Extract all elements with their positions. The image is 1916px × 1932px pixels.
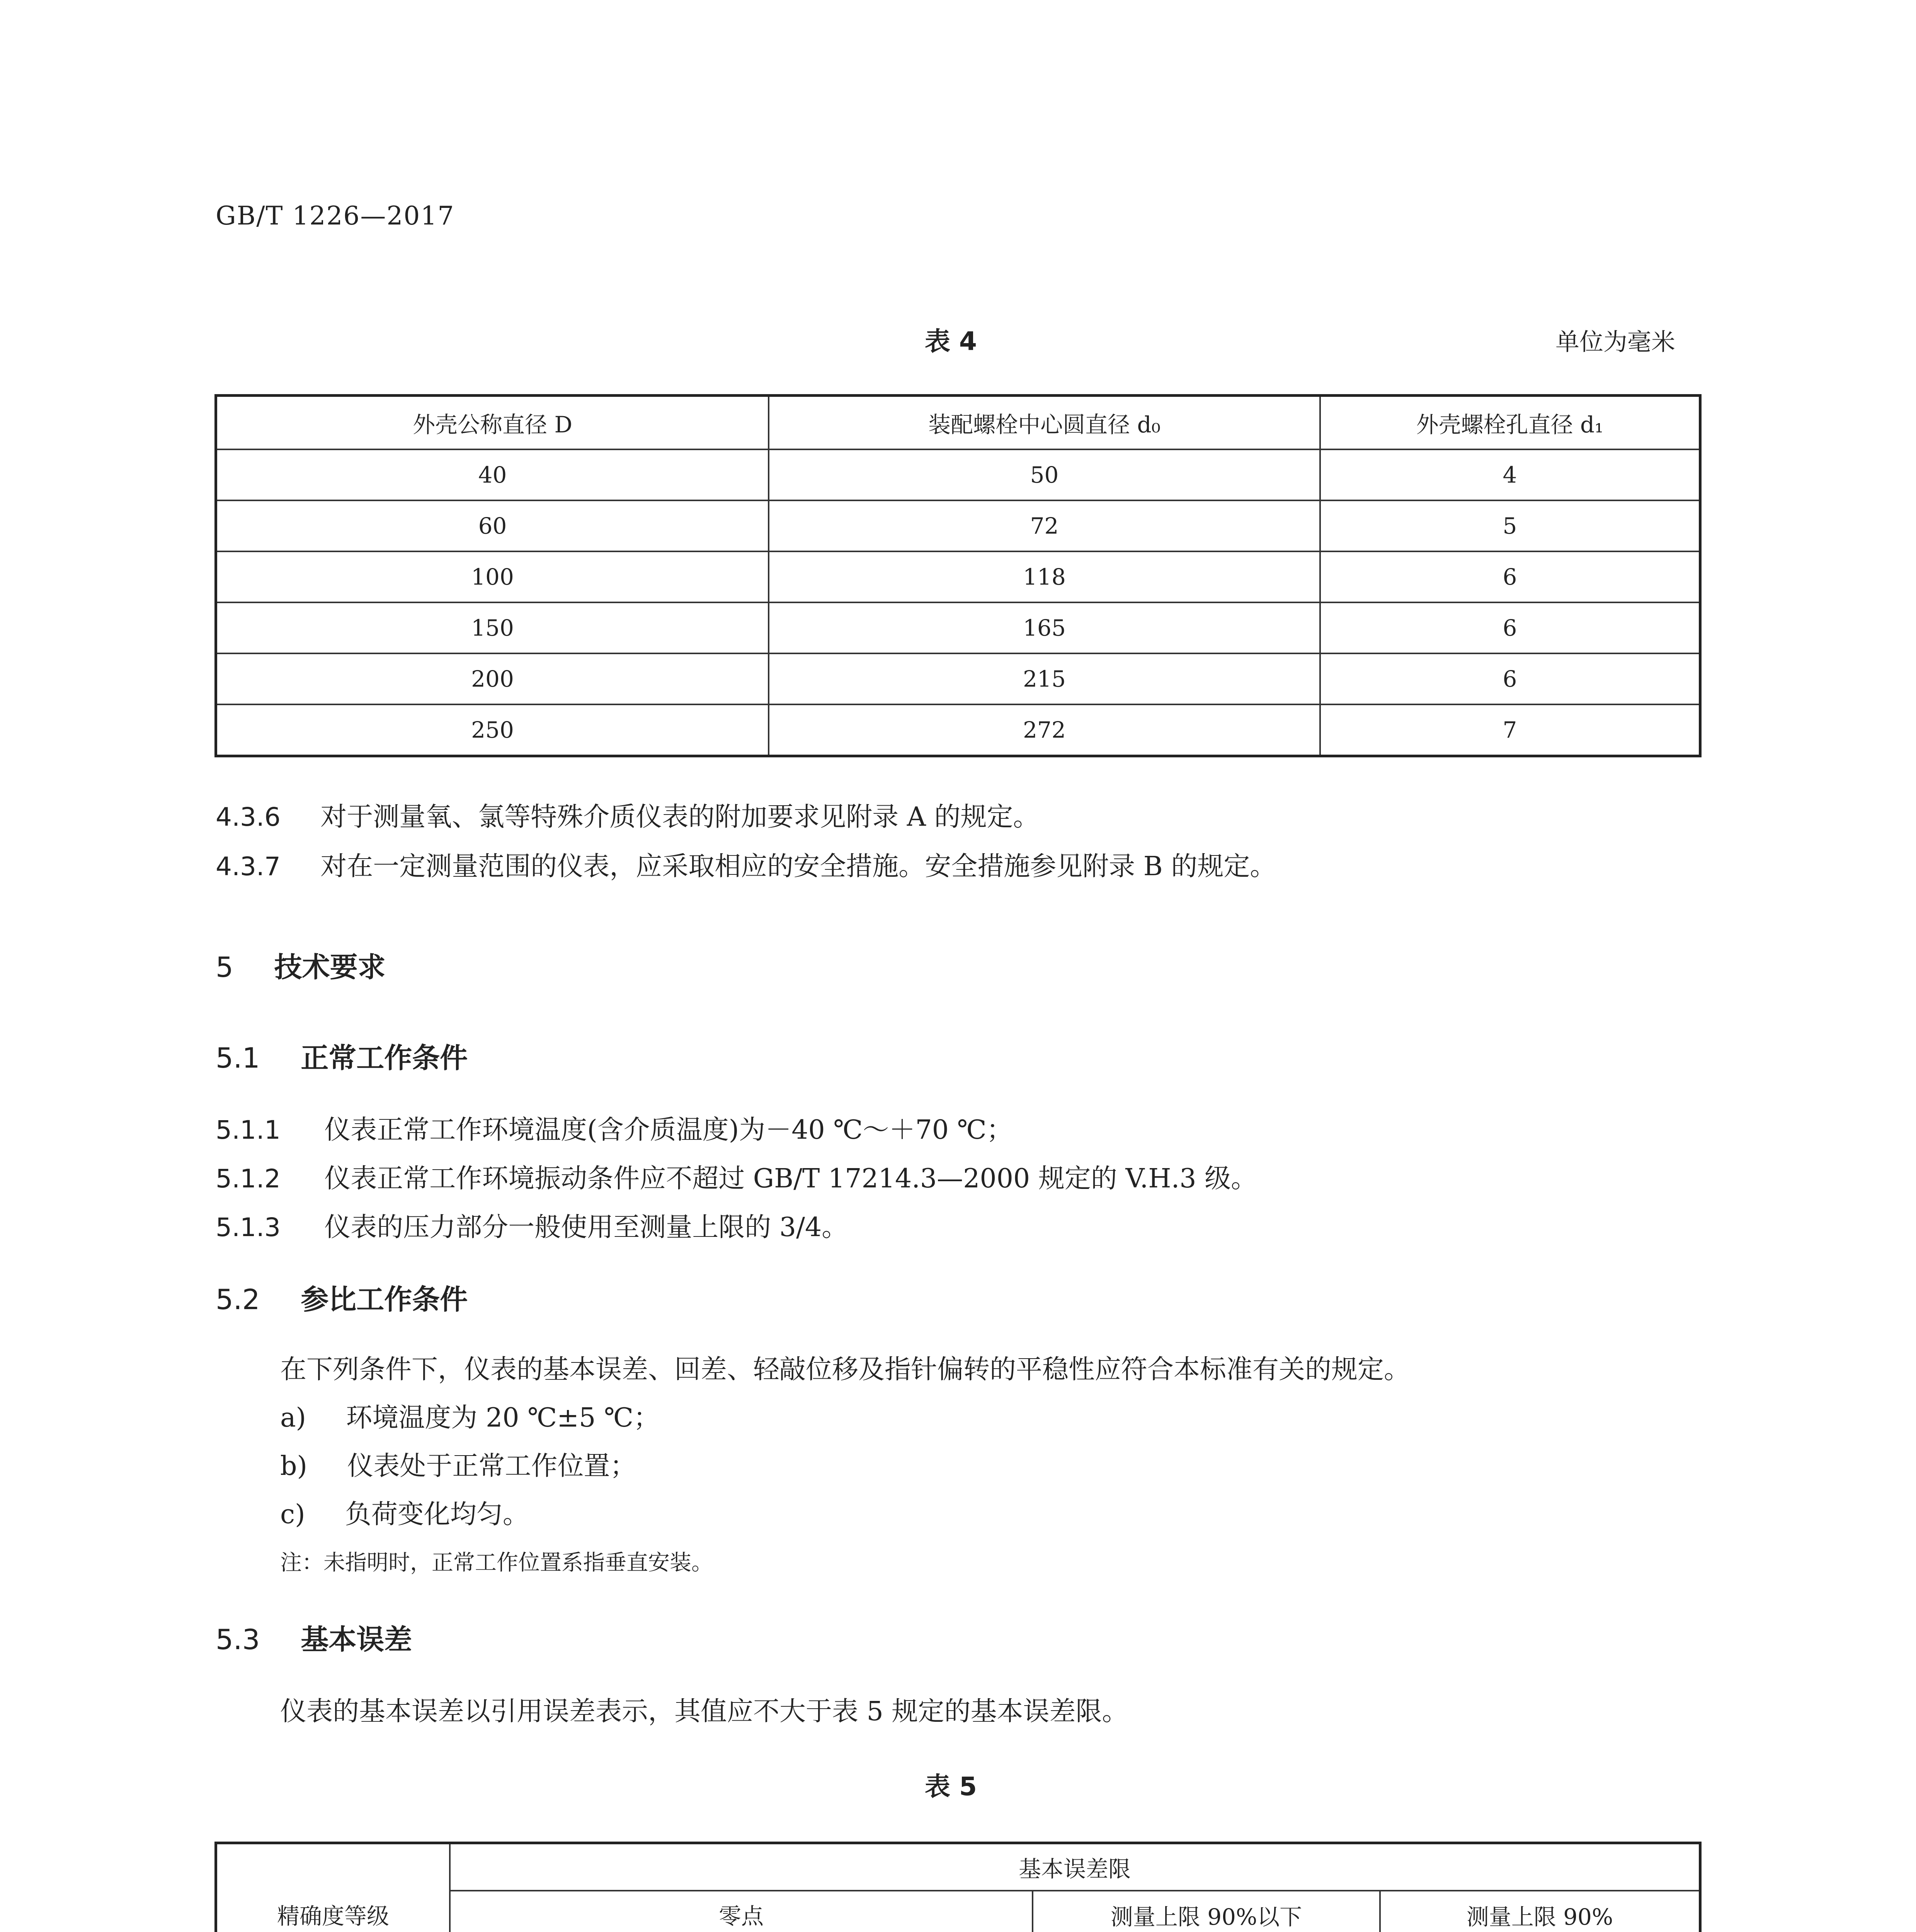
section-number: 5.1 xyxy=(216,1042,260,1074)
table5-header-below90 xyxy=(1033,1891,1380,1932)
section-title: 参比工作条件 xyxy=(301,1283,468,1316)
section-5-2-heading xyxy=(216,1277,468,1317)
table4 xyxy=(214,394,1702,757)
table-cell: 250 xyxy=(216,704,769,756)
header-line: 测量上限 90%以下 xyxy=(1110,1904,1302,1930)
list-text: 环境温度为 20 ℃±5 ℃； xyxy=(346,1403,660,1433)
section-5-2-intro: 在下列条件下，仪表的基本误差、回差、轻敲位移及指针偏转的平稳性应符合本标准有关的规定。 xyxy=(280,1354,1411,1385)
clause-5-1-1 xyxy=(216,1109,1013,1146)
table5-caption: 表 5 xyxy=(925,1772,977,1801)
table-cell: 215 xyxy=(769,653,1320,704)
clause-5-1-2 xyxy=(216,1158,1257,1195)
table4-unit: 单位为毫米 xyxy=(1555,328,1676,356)
table-cell: 7 xyxy=(1320,704,1700,756)
list-marker: a) xyxy=(280,1403,306,1433)
table-cell: 50 xyxy=(769,449,1320,500)
table-cell: 4 xyxy=(1320,449,1700,500)
section-number: 5.3 xyxy=(216,1623,260,1656)
clause-5-1-3 xyxy=(216,1206,848,1244)
clause-number: 5.1.2 xyxy=(216,1164,281,1194)
table-cell: 5 xyxy=(1320,500,1700,551)
table5-header-limit: 基本误差限 xyxy=(450,1843,1700,1891)
table-cell: 272 xyxy=(769,704,1320,756)
table5-header-zero: 零点 xyxy=(450,1891,1033,1932)
table5-header-above90 xyxy=(1380,1891,1700,1932)
table4-header-row xyxy=(216,396,1700,450)
list-marker: b) xyxy=(280,1451,308,1481)
table-cell: 118 xyxy=(769,551,1320,602)
table-cell: 6 xyxy=(1320,653,1700,704)
list-item xyxy=(280,1493,529,1531)
table4-header-cell: 外壳公称直径 D xyxy=(216,396,769,450)
clause-text: 对在一定测量范围的仪表，应采取相应的安全措施。安全措施参见附录 B 的规定。 xyxy=(320,851,1276,882)
table-row xyxy=(216,602,1700,653)
table4-caption: 表 4 xyxy=(925,327,977,356)
table-row xyxy=(216,551,1700,602)
list-text: 仪表处于正常工作位置； xyxy=(347,1451,636,1481)
table-cell: 72 xyxy=(769,500,1320,551)
table-row xyxy=(216,449,1700,500)
table-cell: 165 xyxy=(769,602,1320,653)
clause-number: 4.3.6 xyxy=(216,802,281,832)
table4-header-cell: 外壳螺栓孔直径 d₁ xyxy=(1320,396,1700,450)
table-cell: 60 xyxy=(216,500,769,551)
clause-text: 仪表正常工作环境温度(含介质温度)为－40 ℃～＋70 ℃； xyxy=(324,1115,1013,1145)
clause-number: 5.1.3 xyxy=(216,1213,281,1242)
clause-number: 5.1.1 xyxy=(216,1115,281,1145)
standard-code: GB/T 1226—2017 xyxy=(216,201,455,231)
section-title: 正常工作条件 xyxy=(301,1042,468,1074)
section-5-heading xyxy=(216,945,386,985)
table-cell: 6 xyxy=(1320,602,1700,653)
list-text: 负荷变化均匀。 xyxy=(345,1499,529,1530)
clause-number: 4.3.7 xyxy=(216,852,281,881)
table5-header-grade: 精确度等级 xyxy=(216,1843,450,1932)
table-row xyxy=(216,704,1700,756)
table-row xyxy=(216,653,1700,704)
table-cell: 150 xyxy=(216,602,769,653)
section-5-3-heading xyxy=(216,1617,412,1657)
section-5-2-note: 注：未指明时，正常工作位置系指垂直安装。 xyxy=(280,1550,713,1575)
table-cell: 100 xyxy=(216,551,769,602)
section-5-3-text: 仪表的基本误差以引用误差表示，其值应不大于表 5 规定的基本误差限。 xyxy=(280,1696,1128,1727)
list-item xyxy=(280,1445,636,1483)
list-marker: c) xyxy=(280,1499,305,1530)
section-number: 5.2 xyxy=(216,1283,260,1316)
clause-text: 对于测量氧、氯等特殊介质仪表的附加要求见附录 A 的规定。 xyxy=(320,802,1040,832)
clause-text: 仪表的压力部分一般使用至测量上限的 3/4。 xyxy=(324,1212,848,1243)
table4-header-cell: 装配螺栓中心圆直径 d₀ xyxy=(769,396,1320,450)
section-number: 5 xyxy=(216,951,233,983)
table-row xyxy=(216,500,1700,551)
clause-4-3-6 xyxy=(216,796,1040,833)
table-cell: 40 xyxy=(216,449,769,500)
list-item xyxy=(280,1397,660,1434)
section-title: 技术要求 xyxy=(274,951,386,983)
section-5-1-heading xyxy=(216,1036,468,1076)
section-title: 基本误差 xyxy=(301,1623,412,1656)
table5 xyxy=(214,1842,1702,1932)
clause-text: 仪表正常工作环境振动条件应不超过 GB/T 17214.3—2000 规定的 V.H.3 级。 xyxy=(324,1163,1257,1194)
header-line: 测量上限 90% xyxy=(1466,1904,1613,1930)
table-cell: 6 xyxy=(1320,551,1700,602)
table-cell: 200 xyxy=(216,653,769,704)
clause-4-3-7 xyxy=(216,845,1276,883)
